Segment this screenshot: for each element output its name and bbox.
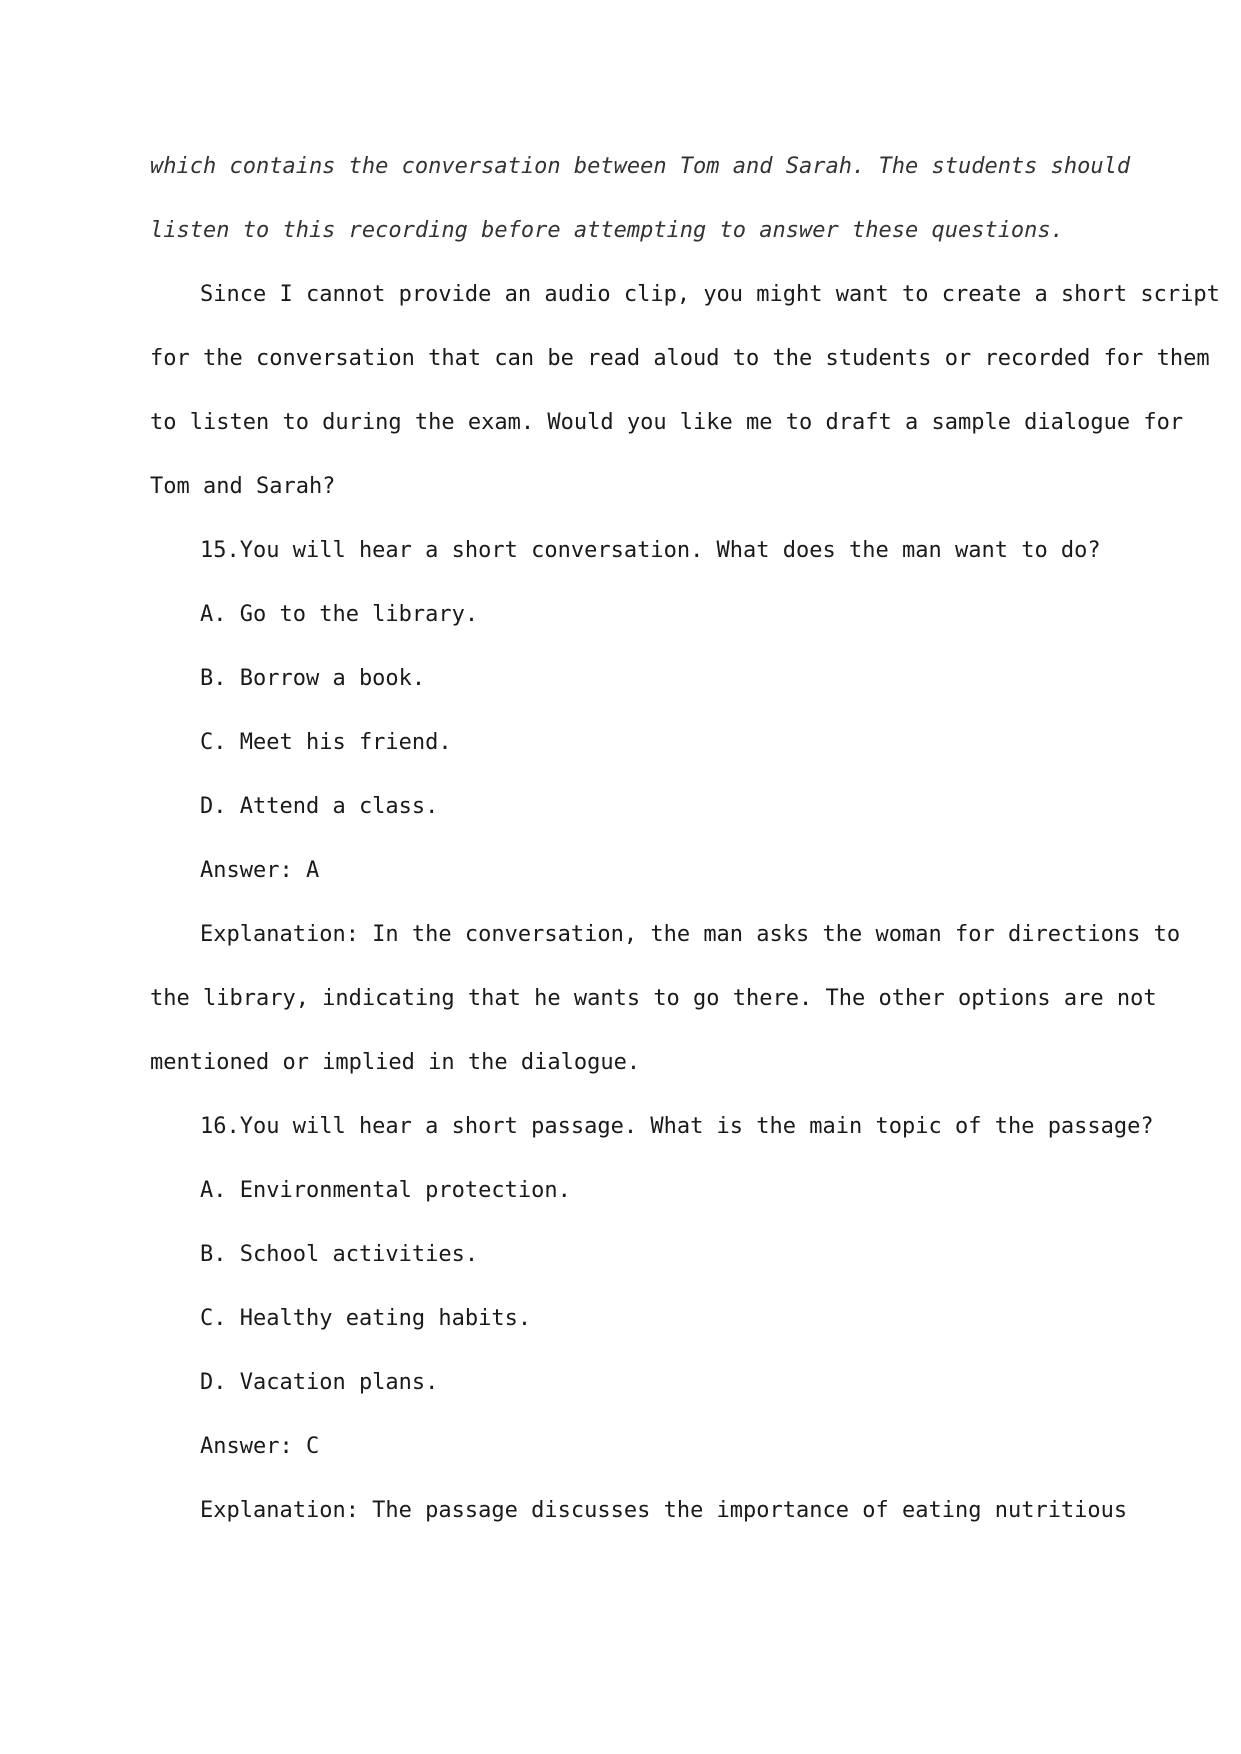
intro-paragraph-line: Since I cannot provide an audio clip, you might want to create a short script <box>200 282 1220 307</box>
q16-explanation-line: Explanation: The passage discusses the importance of eating nutritious <box>200 1498 1128 1523</box>
intro-italic-line: which contains the conversation between Tom and Sarah. The students should <box>150 154 1131 179</box>
question-16: 16.You will hear a short passage. What is the main topic of the passage? <box>200 1114 1154 1139</box>
q15-answer: Answer: A <box>200 858 320 883</box>
q15-option-a: A. Go to the library. <box>200 602 479 627</box>
intro-italic-line: listen to this recording before attempting to answer these questions. <box>150 218 1064 243</box>
q16-option-c: C. Healthy eating habits. <box>200 1306 532 1331</box>
intro-paragraph-line: to listen to during the exam. Would you like me to draft a sample dialogue for <box>150 410 1184 435</box>
intro-paragraph-line: Tom and Sarah? <box>150 474 336 499</box>
q15-explanation-line: the library, indicating that he wants to go there. The other options are not <box>150 986 1157 1011</box>
intro-paragraph-line: for the conversation that can be read aloud to the students or recorded for them <box>150 346 1210 371</box>
q16-answer: Answer: C <box>200 1434 320 1459</box>
q16-option-a: A. Environmental protection. <box>200 1178 571 1203</box>
q15-option-d: D. Attend a class. <box>200 794 439 819</box>
q15-option-c: C. Meet his friend. <box>200 730 452 755</box>
q16-option-b: B. School activities. <box>200 1242 479 1267</box>
q15-option-b: B. Borrow a book. <box>200 666 426 691</box>
q15-explanation-line: Explanation: In the conversation, the man asks the woman for directions to <box>200 922 1181 947</box>
question-15: 15.You will hear a short conversation. What does the man want to do? <box>200 538 1101 563</box>
q15-explanation-line: mentioned or implied in the dialogue. <box>150 1050 641 1075</box>
q16-option-d: D. Vacation plans. <box>200 1370 439 1395</box>
